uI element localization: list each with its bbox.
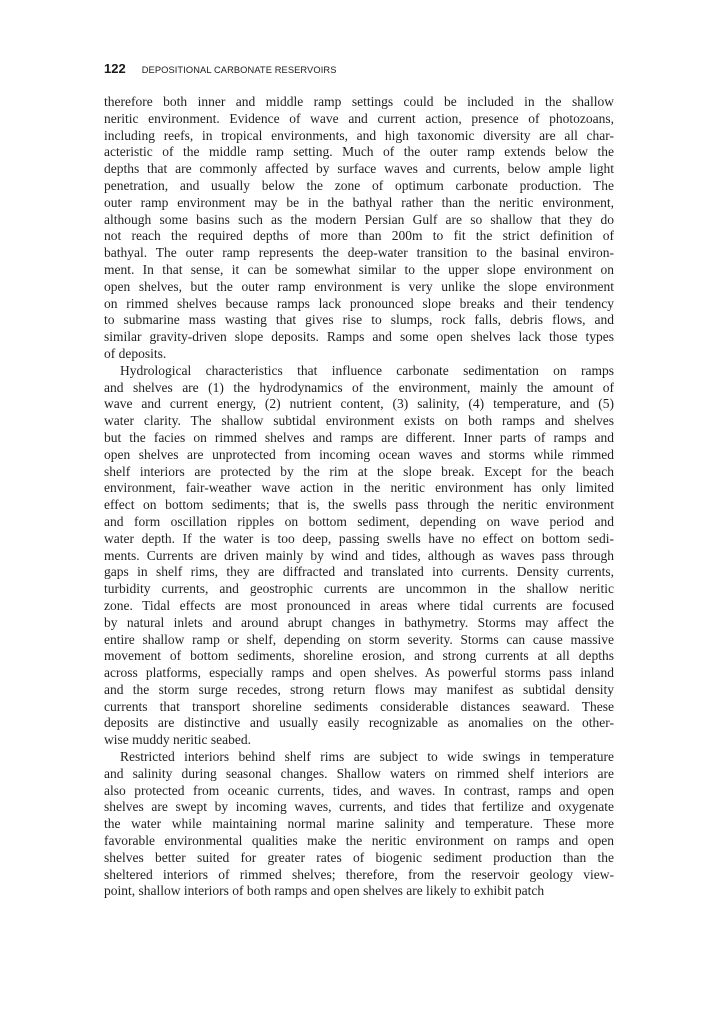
text-line: open shelves, but the outer ramp environment is very unlike the slope environment [104, 278, 614, 294]
text-line: bathyal. The outer ramp represents the deep-water transition to the basinal environ- [104, 245, 614, 261]
paragraph [104, 363, 614, 749]
text-line: environment, fair-weather wave action in the neritic environment has only limited [104, 480, 614, 496]
text-line: penetration, and usually below the zone of optimum carbonate production. The [104, 177, 614, 193]
paragraph [104, 94, 614, 363]
body-text [104, 94, 614, 900]
text-line: deposits are distinctive and usually easily recognizable as anomalies on the other- [104, 715, 614, 731]
text-line: zone. Tidal effects are most pronounced in areas where tidal currents are focused [104, 597, 614, 613]
text-line: shelves are swept by incoming waves, currents, and tides that fertilize and oxygenate [104, 799, 614, 815]
text-line: effect on bottom sediments; that is, the swells pass through the neritic environment [104, 497, 614, 513]
text-line: including reefs, in tropical environments, and high taxonomic diversity are all char- [104, 127, 614, 143]
text-line: and the storm surge recedes, strong return flows may manifest as subtidal density [104, 681, 614, 697]
text-line: therefore both inner and middle ramp settings could be included in the shallow [104, 94, 614, 109]
text-line: gaps in shelf rims, they are diffracted and translated into currents. Density currents, [104, 564, 614, 580]
text-line: turbidity currents, and geostrophic currents are uncommon in the shallow neritic [104, 581, 614, 597]
text-line: not reach the required depths of more than 200m to fit the strict definition of [104, 228, 614, 244]
text-line: to submarine mass wasting that gives rise to slumps, rock falls, debris flows, and [104, 312, 614, 328]
text-line: currents that transport shoreline sediments considerable distances seaward. These [104, 698, 614, 714]
text-line: ments. Currents are driven mainly by wind and tides, although as waves pass through [104, 547, 614, 563]
text-line: water depth. If the water is too deep, passing swells have no effect on bottom sedi- [104, 530, 614, 546]
text-line: favorable environmental qualities make the neritic environment on ramps and open [104, 833, 614, 849]
text-line: movement of bottom sediments, shoreline erosion, and strong currents at all depths [104, 648, 614, 664]
text-line: ment. In that sense, it can be somewhat similar to the upper slope environment on [104, 261, 614, 277]
running-head [104, 60, 624, 78]
text-line: by natural inlets and around abrupt changes in bathymetry. Storms may affect the [104, 614, 614, 630]
text-line: water clarity. The shallow subtidal environment exists on both ramps and shelves [104, 413, 614, 429]
text-line: but the facies on rimmed shelves and ramps are different. Inner parts of ramps and [104, 429, 614, 445]
paragraph [104, 749, 614, 900]
text-line: acteristic of the middle ramp setting. Much of the outer ramp extends below the [104, 144, 614, 160]
text-line: on rimmed shelves because ramps lack pronounced slope breaks and their tendency [104, 295, 614, 311]
text-line: Restricted interiors behind shelf rims are subject to wide swings in temperature [120, 749, 614, 765]
text-line: across platforms, especially ramps and open shelves. As powerful storms pass inland [104, 665, 614, 681]
text-line: sheltered interiors of rimmed shelves; therefore, from the reservoir geology view- [104, 866, 614, 882]
text-line: and form oscillation ripples on bottom sediment, depending on wave period and [104, 513, 614, 529]
page-number: 122 [104, 61, 126, 76]
text-line: shelf interiors are protected by the rim at the slope break. Except for the beach [104, 463, 614, 479]
text-line: entire shallow ramp or shelf, depending on storm severity. Storms can cause massive [104, 631, 614, 647]
running-title: DEPOSITIONAL CARBONATE RESERVOIRS [141, 65, 337, 75]
text-line: similar gravity-driven slope deposits. Ramps and some open shelves lack those types [104, 329, 614, 345]
text-line: wise muddy neritic seabed. [104, 732, 251, 748]
text-line: although some basins such as the modern Persian Gulf are so shallow that they do [104, 211, 614, 227]
text-line: also protected from oceanic currents, tides, and waves. In contrast, ramps and open [104, 782, 614, 798]
text-line: and salinity during seasonal changes. Shallow waters on rimmed shelf interiors are [104, 765, 614, 781]
text-line: wave and current energy, (2) nutrient content, (3) salinity, (4) temperature, and (5) [104, 396, 614, 412]
text-line: the water while maintaining normal marine salinity and temperature. These more [104, 816, 614, 832]
text-line: point, shallow interiors of both ramps and open shelves are likely to exhibit patch [104, 883, 545, 899]
text-line: and shelves are (1) the hydrodynamics of the environment, mainly the amount of [104, 379, 614, 395]
text-line: of deposits. [104, 345, 167, 361]
text-line: open shelves are unprotected from incoming ocean waves and storms while rimmed [104, 446, 614, 462]
text-line: outer ramp environment may be in the bathyal rather than the neritic environment, [104, 194, 614, 210]
text-line: shelves better suited for greater rates of biogenic sediment production than the [104, 849, 614, 865]
text-line: neritic environment. Evidence of wave and current action, presence of photozoans, [104, 110, 614, 126]
text-line: Hydrological characteristics that influence carbonate sedimentation on ramps [120, 362, 614, 378]
text-line: depths that are commonly affected by surface waves and currents, below ample light [104, 161, 614, 177]
